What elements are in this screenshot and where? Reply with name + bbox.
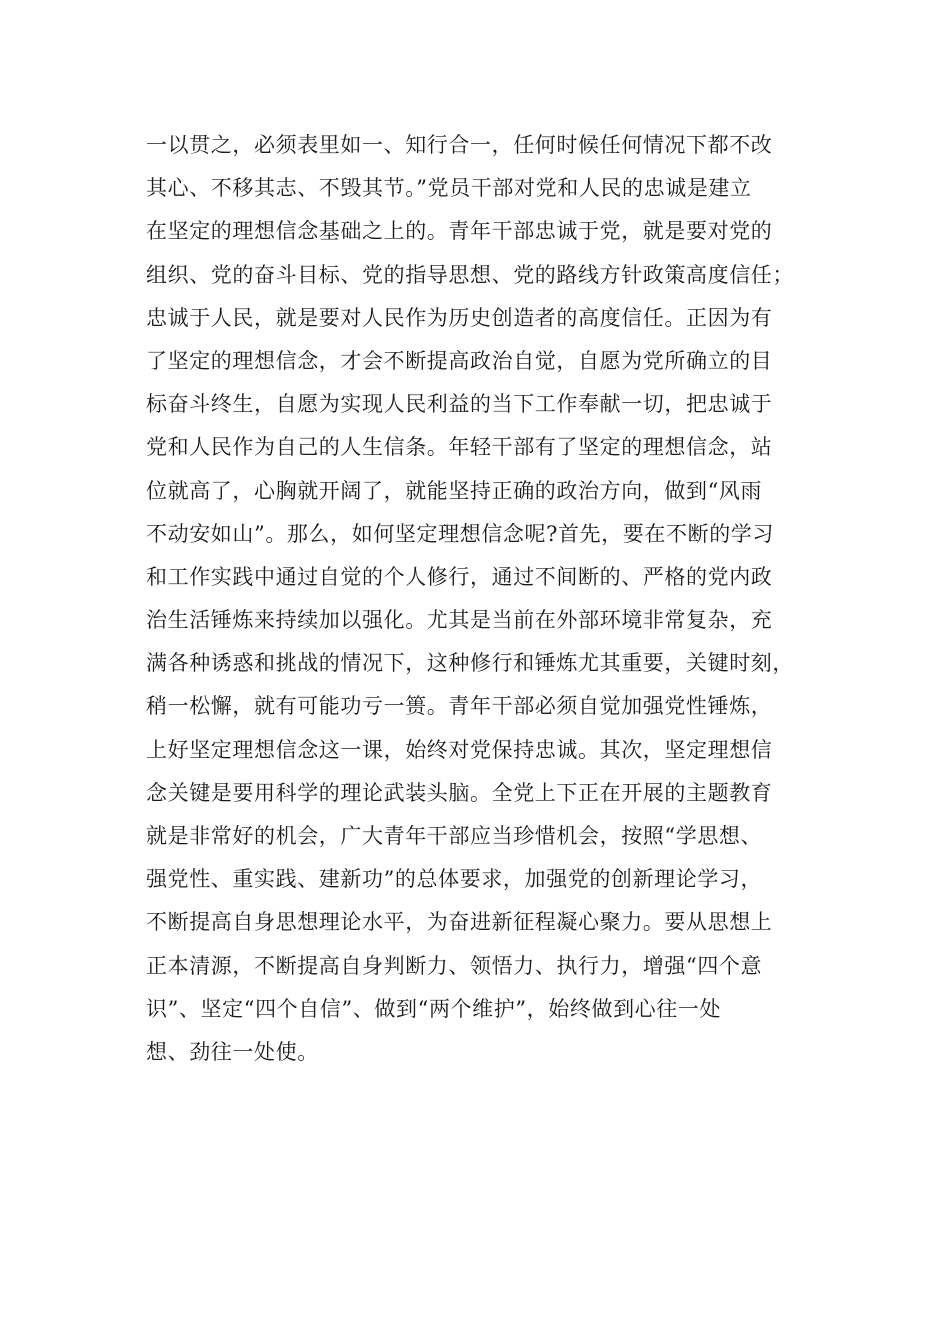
text-line-5: 忠诚于人民，就是要对人民作为历史创造者的高度信任。正因为有 bbox=[146, 305, 773, 330]
text-line-16: 念关键是要用科学的理论武装头脑。全党上下正在开展的主题教育 bbox=[146, 780, 773, 805]
text-line-9: 位就高了，心胸就开阔了，就能坚持正确的政治方向，做到“风雨 bbox=[146, 478, 763, 503]
text-line-8: 党和人民作为自己的人生信条。年轻干部有了坚定的理想信念，站 bbox=[146, 435, 773, 460]
text-line-19: 不断提高自身思想理论水平，为奋进新征程凝心聚力。要从思想上 bbox=[146, 910, 773, 935]
text-line-20: 正本清源，不断提高自身判断力、领悟力、执行力，增强“四个意 bbox=[146, 953, 763, 978]
text-line-15: 上好坚定理想信念这一课，始终对党保持忠诚。其次，坚定理想信 bbox=[146, 737, 773, 762]
text-line-22: 想、劲往一处使。 bbox=[146, 1039, 319, 1064]
text-line-3: 在坚定的理想信念基础之上的。青年干部忠诚于党，就是要对党的 bbox=[146, 219, 773, 244]
text-line-2: 其心、不移其志、不毁其节。”党员干部对党和人民的忠诚是建立 bbox=[146, 176, 752, 201]
body-paragraph bbox=[146, 130, 806, 1080]
text-line-4: 组织、党的奋斗目标、党的指导思想、党的路线方针政策高度信任； bbox=[146, 262, 794, 287]
text-line-21: 识”、坚定“四个自信”、做到“两个维护”，始终做到心往一处 bbox=[146, 996, 722, 1021]
text-line-17: 就是非常好的机会，广大青年干部应当珍惜机会，按照“学思想、 bbox=[146, 824, 763, 848]
text-line-6: 了坚定的理想信念，才会不断提高政治自觉，自愿为党所确立的目 bbox=[146, 348, 773, 373]
text-line-13: 满各种诱惑和挑战的情况下，这种修行和锤炼尤其重要，关键时刻， bbox=[146, 651, 794, 676]
text-line-7: 标奋斗终生，自愿为实现人民利益的当下工作奉献一切，把忠诚于 bbox=[146, 392, 773, 417]
text-line-1: 一以贯之，必须表里如一、知行合一，任何时候任何情况下都不改 bbox=[146, 133, 773, 157]
text-line-12: 治生活锤炼来持续加以强化。尤其是当前在外部环境非常复杂，充 bbox=[146, 608, 773, 633]
text-line-11: 和工作实践中通过自觉的个人修行，通过不间断的、严格的党内政 bbox=[146, 564, 773, 589]
text-line-18: 强党性、重实践、建新功”的总体要求，加强党的创新理论学习， bbox=[146, 867, 763, 892]
text-line-14: 稍一松懈，就有可能功亏一篑。青年干部必须自觉加强党性锤炼， bbox=[146, 694, 773, 719]
text-line-10: 不动安如山”。那么，如何坚定理想信念呢?首先，要在不断的学习 bbox=[146, 521, 774, 546]
